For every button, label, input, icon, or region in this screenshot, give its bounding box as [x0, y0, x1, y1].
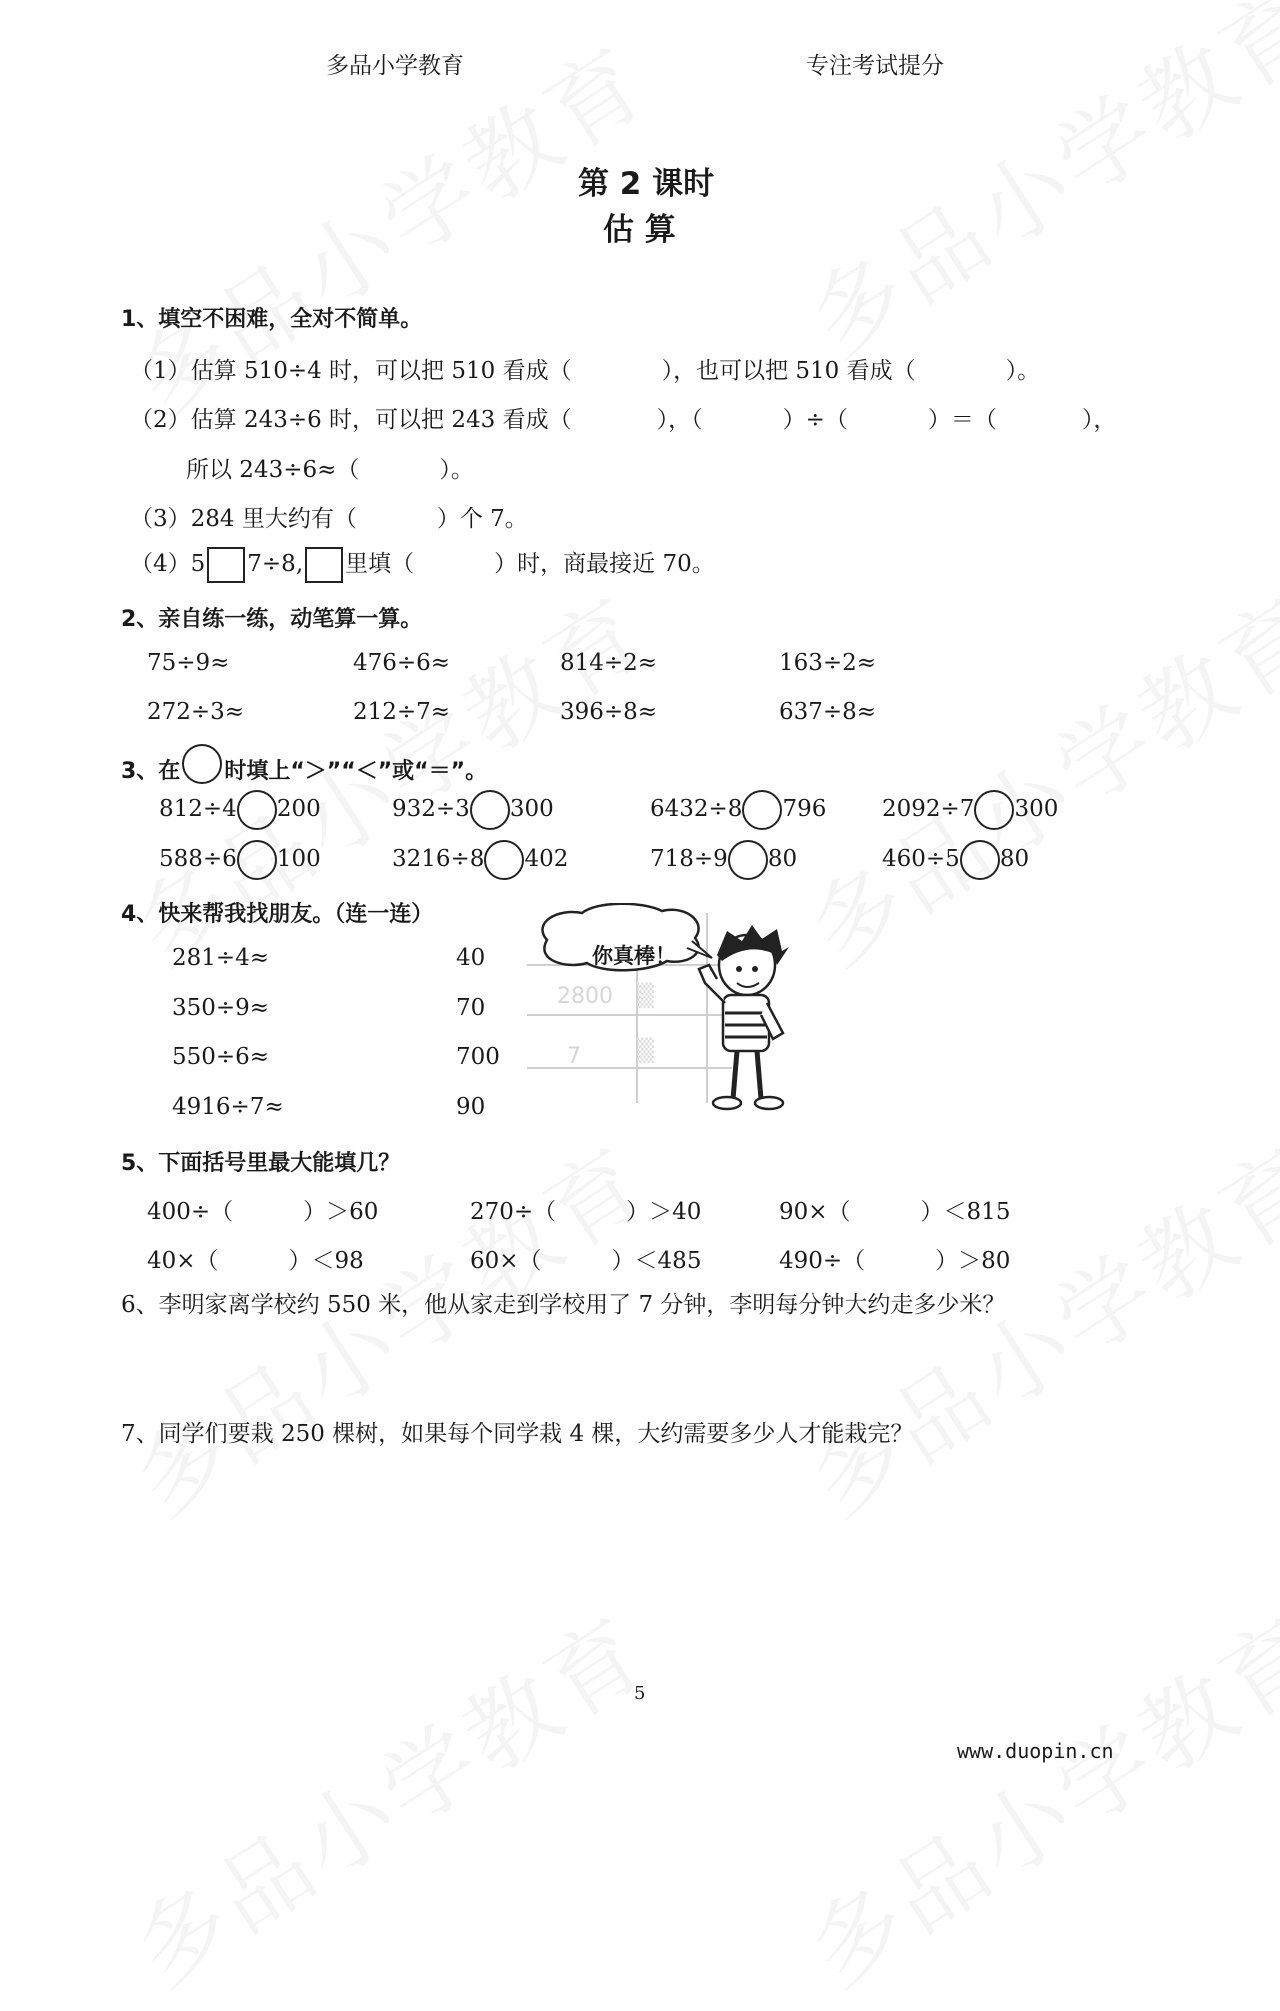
q4-heading: 4、快来帮我找朋友。（连一连）	[121, 902, 434, 927]
q5-heading: 5、下面括号里最大能填几？	[121, 1151, 401, 1176]
compare-item: 588÷6 100	[159, 840, 321, 880]
q2-expr: 814÷2≈	[560, 650, 658, 676]
match-left[interactable]: 4916÷7≈	[172, 1094, 284, 1120]
svg-text:▒: ▒	[637, 1039, 654, 1064]
q1-item-1: （1）估算 510÷4 时，可以把 510 看成（ ），也可以把 510 看成（ ）。	[130, 358, 1041, 384]
q2-expr: 637÷8≈	[779, 699, 877, 725]
q1-item-4: （4）5 7÷8, 里填（ ）时，商最接近 70。	[130, 545, 715, 583]
q2-expr: 75÷9≈	[147, 650, 230, 676]
digit-box[interactable]	[305, 547, 343, 583]
svg-text:▒: ▒	[637, 984, 654, 1009]
compare-circle[interactable]	[470, 790, 510, 830]
q5-item: 40×（ ）＜98	[147, 1248, 364, 1274]
match-right[interactable]: 90	[456, 1094, 486, 1120]
q5-item: 490÷（ ）＞80	[779, 1248, 1011, 1274]
q3-heading: 3、在 时填上“＞”“＜”或“＝”。	[121, 744, 487, 785]
match-right[interactable]: 40	[456, 945, 486, 971]
q2-expr: 396÷8≈	[560, 699, 658, 725]
compare-circle[interactable]	[974, 790, 1014, 830]
q5-item: 60×（ ）＜485	[470, 1248, 702, 1274]
digit-box[interactable]	[207, 547, 245, 583]
match-left[interactable]: 350÷9≈	[172, 995, 270, 1021]
compare-item: 932÷3 300	[392, 790, 554, 830]
q2-expr: 476÷6≈	[353, 650, 451, 676]
cartoon-boy-illustration	[527, 903, 810, 1117]
match-right[interactable]: 700	[456, 1044, 500, 1070]
q6-question: 6、李明家离学校约 550 米，他从家走到学校用了 7 分钟，李明每分钟大约走多少米？	[121, 1292, 1006, 1318]
page-number: 5	[634, 1683, 646, 1704]
q2-expr: 163÷2≈	[779, 650, 877, 676]
compare-circle[interactable]	[742, 790, 782, 830]
watermark	[105, 1580, 670, 2011]
website-url[interactable]: www.duopin.cn	[957, 1739, 1114, 1763]
q1-item-2: （2）估算 243÷6 时，可以把 243 看成（ ），（ ）÷（ ）＝（ ），	[130, 407, 1117, 433]
q1-item-2-cont: 所以 243÷6≈（ ）。	[186, 457, 474, 483]
speech-bubble-text: 你真棒！	[592, 943, 676, 968]
svg-text:7: 7	[567, 1044, 581, 1069]
page-title: 第 2 课时	[578, 166, 715, 202]
q2-expr: 272÷3≈	[147, 699, 245, 725]
page-subtitle: 估 算	[603, 212, 676, 248]
q1-item-3: （3）284 里大约有（ ）个 7。	[130, 506, 528, 532]
compare-circle[interactable]	[484, 840, 524, 880]
compare-circle[interactable]	[237, 840, 277, 880]
compare-circle[interactable]	[960, 840, 1000, 880]
q2-heading: 2、亲自练一练，动笔算一算。	[121, 607, 423, 632]
compare-circle[interactable]	[237, 790, 277, 830]
q2-expr: 212÷7≈	[353, 699, 451, 725]
q5-item: 90×（ ）＜815	[779, 1199, 1011, 1225]
q5-item: 400÷（ ）＞60	[147, 1199, 379, 1225]
watermark	[780, 1580, 1280, 2011]
watermark	[780, 560, 1280, 991]
compare-item: 812÷4 200	[159, 790, 321, 830]
compare-item: 3216÷8 402	[392, 840, 568, 880]
match-right[interactable]: 70	[456, 995, 486, 1021]
match-left[interactable]: 281÷4≈	[172, 945, 270, 971]
q7-question: 7、同学们要栽 250 棵树，如果每个同学栽 4 棵，大约需要多少人才能栽完？	[121, 1421, 914, 1447]
compare-item: 718÷9 80	[650, 840, 797, 880]
q1-heading: 1、填空不困难，全对不简单。	[121, 307, 423, 332]
header-left: 多品小学教育	[326, 53, 464, 79]
header-right: 专注考试提分	[806, 53, 944, 79]
compare-circle[interactable]	[728, 840, 768, 880]
compare-item: 460÷5 80	[882, 840, 1029, 880]
circle-icon	[182, 744, 222, 784]
q5-item: 270÷（ ）＞40	[470, 1199, 702, 1225]
compare-item: 2092÷7 300	[882, 790, 1058, 830]
svg-text:2800: 2800	[557, 984, 613, 1009]
watermark	[780, 1110, 1280, 1541]
match-left[interactable]: 550÷6≈	[172, 1044, 270, 1070]
compare-item: 6432÷8 796	[650, 790, 826, 830]
